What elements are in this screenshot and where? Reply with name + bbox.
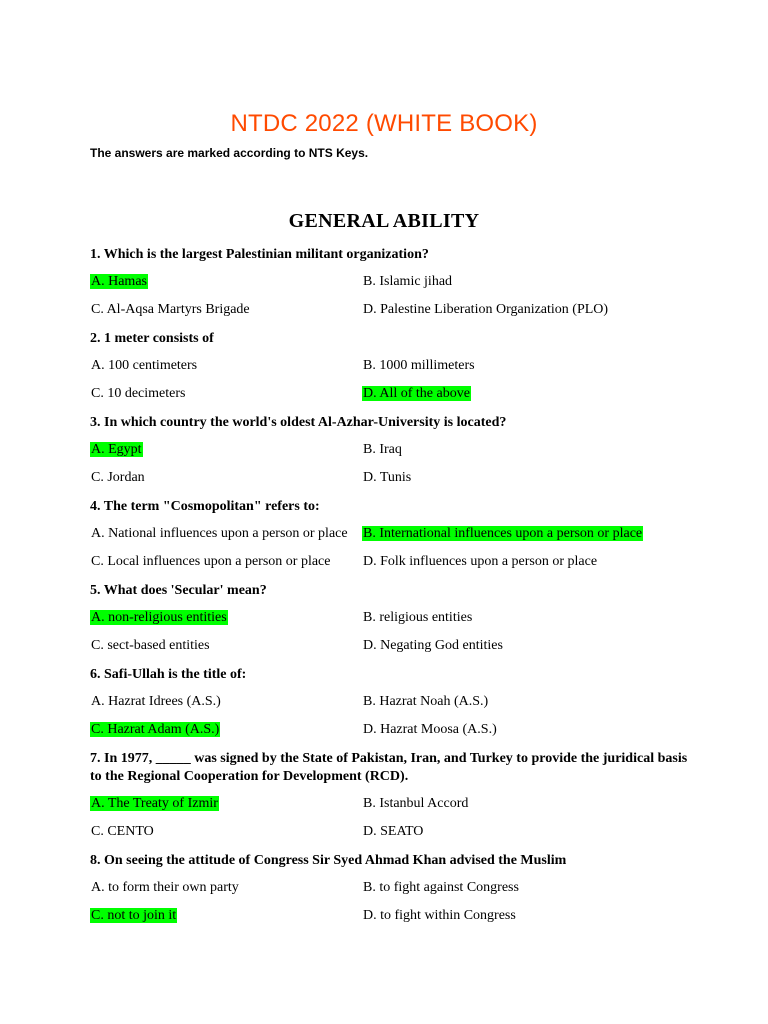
question-block [90, 408, 690, 492]
question-block [90, 660, 690, 744]
answer-option [90, 824, 362, 840]
options-row [90, 380, 690, 408]
answer-option [362, 274, 690, 290]
options-row [90, 874, 690, 902]
option-text: A. National influences upon a person or place [91, 526, 348, 541]
option-text: D. Negating God entities [363, 638, 503, 653]
option-text: B. 1000 millimeters [363, 358, 475, 373]
answer-option-correct [362, 526, 690, 542]
option-text: D. to fight within Congress [363, 908, 516, 923]
answer-option [362, 722, 690, 738]
question-block [90, 744, 690, 846]
answer-option-correct [90, 442, 362, 458]
option-text: C. CENTO [91, 824, 154, 839]
options-row [90, 436, 690, 464]
option-text: C. 10 decimeters [91, 386, 186, 401]
question-block [90, 576, 690, 660]
question-block [90, 240, 690, 324]
question-block [90, 492, 690, 576]
option-text: A. Hazrat Idrees (A.S.) [91, 694, 221, 709]
options-row [90, 548, 690, 576]
option-text: C. not to join it [91, 908, 177, 923]
answer-option [90, 694, 362, 710]
option-text: B. Islamic jihad [363, 274, 453, 289]
option-text: A. non-religious entities [91, 610, 227, 625]
answer-option [90, 880, 362, 896]
option-text: C. Local influences upon a person or place [91, 554, 331, 569]
options-row [90, 296, 690, 324]
option-text: B. International influences upon a person or place [363, 526, 643, 541]
options-row [90, 688, 690, 716]
options-row [90, 268, 690, 296]
option-text: A. to form their own party [91, 880, 239, 895]
answer-option [90, 554, 362, 570]
answer-option [362, 908, 690, 924]
option-text: C. Jordan [91, 470, 145, 485]
answer-option [362, 442, 690, 458]
option-text: B. religious entities [363, 610, 473, 625]
option-text: D. Hazrat Moosa (A.S.) [363, 722, 497, 737]
document-title: NTDC 2022 (WHITE BOOK) [230, 110, 538, 137]
options-row [90, 352, 690, 380]
question-block [90, 324, 690, 408]
answer-option [362, 610, 690, 626]
options-row [90, 790, 690, 818]
answer-option [90, 638, 362, 654]
answer-option [90, 302, 362, 318]
option-text: A. 100 centimeters [91, 358, 198, 373]
option-text: B. Hazrat Noah (A.S.) [363, 694, 489, 709]
question-stem: 1. Which is the largest Palestinian militant organization? [90, 247, 429, 262]
question-stem: 7. In 1977, _____ was signed by the State of Pakistan, Iran, and Turkey to provide the juridical basis to the Regional Cooperation for Development (RCD). [90, 751, 688, 784]
options-row [90, 520, 690, 548]
option-text: A. The Treaty of Izmir [91, 796, 218, 811]
question-block [90, 846, 690, 930]
answer-option [362, 302, 690, 318]
section-heading: GENERAL ABILITY [288, 210, 480, 232]
options-row [90, 632, 690, 660]
answer-option-correct [90, 796, 362, 812]
question-list [90, 240, 690, 930]
answer-option [362, 638, 690, 654]
document-subtitle: The answers are marked according to NTS Keys. [90, 146, 369, 160]
answer-option [362, 470, 690, 486]
answer-option [362, 358, 690, 374]
option-text: A. Egypt [91, 442, 142, 457]
options-row [90, 604, 690, 632]
answer-option [90, 526, 362, 542]
option-text: B. Istanbul Accord [363, 796, 469, 811]
option-text: A. Hamas [91, 274, 147, 289]
question-stem: 5. What does 'Secular' mean? [90, 583, 267, 598]
answer-option [362, 554, 690, 570]
question-stem: 2. 1 meter consists of [90, 331, 214, 346]
option-text: D. All of the above [363, 386, 470, 401]
answer-option-correct [90, 722, 362, 738]
options-row [90, 464, 690, 492]
answer-option [90, 470, 362, 486]
answer-option [362, 880, 690, 896]
question-stem: 6. Safi-Ullah is the title of: [90, 667, 247, 682]
answer-option-correct [90, 274, 362, 290]
option-text: B. Iraq [363, 442, 402, 457]
options-row [90, 716, 690, 744]
answer-option [362, 694, 690, 710]
option-text: C. Hazrat Adam (A.S.) [91, 722, 220, 737]
option-text: D. Folk influences upon a person or place [363, 554, 598, 569]
question-stem: 3. In which country the world's oldest Al-Azhar-University is located? [90, 415, 507, 430]
answer-option-correct [362, 386, 690, 402]
answer-option-correct [90, 610, 362, 626]
options-row [90, 902, 690, 930]
option-text: D. Tunis [363, 470, 412, 485]
option-text: D. Palestine Liberation Organization (PLO) [363, 302, 609, 317]
option-text: D. SEATO [363, 824, 424, 839]
question-stem: 8. On seeing the attitude of Congress Sir Syed Ahmad Khan advised the Muslim [90, 853, 567, 868]
option-text: B. to fight against Congress [363, 880, 519, 895]
answer-option [90, 358, 362, 374]
answer-option [362, 796, 690, 812]
answer-option [90, 386, 362, 402]
option-text: C. sect-based entities [91, 638, 210, 653]
options-row [90, 818, 690, 846]
question-stem: 4. The term "Cosmopolitan" refers to: [90, 499, 320, 514]
option-text: C. Al-Aqsa Martyrs Brigade [91, 302, 250, 317]
answer-option [362, 824, 690, 840]
answer-option-correct [90, 908, 362, 924]
